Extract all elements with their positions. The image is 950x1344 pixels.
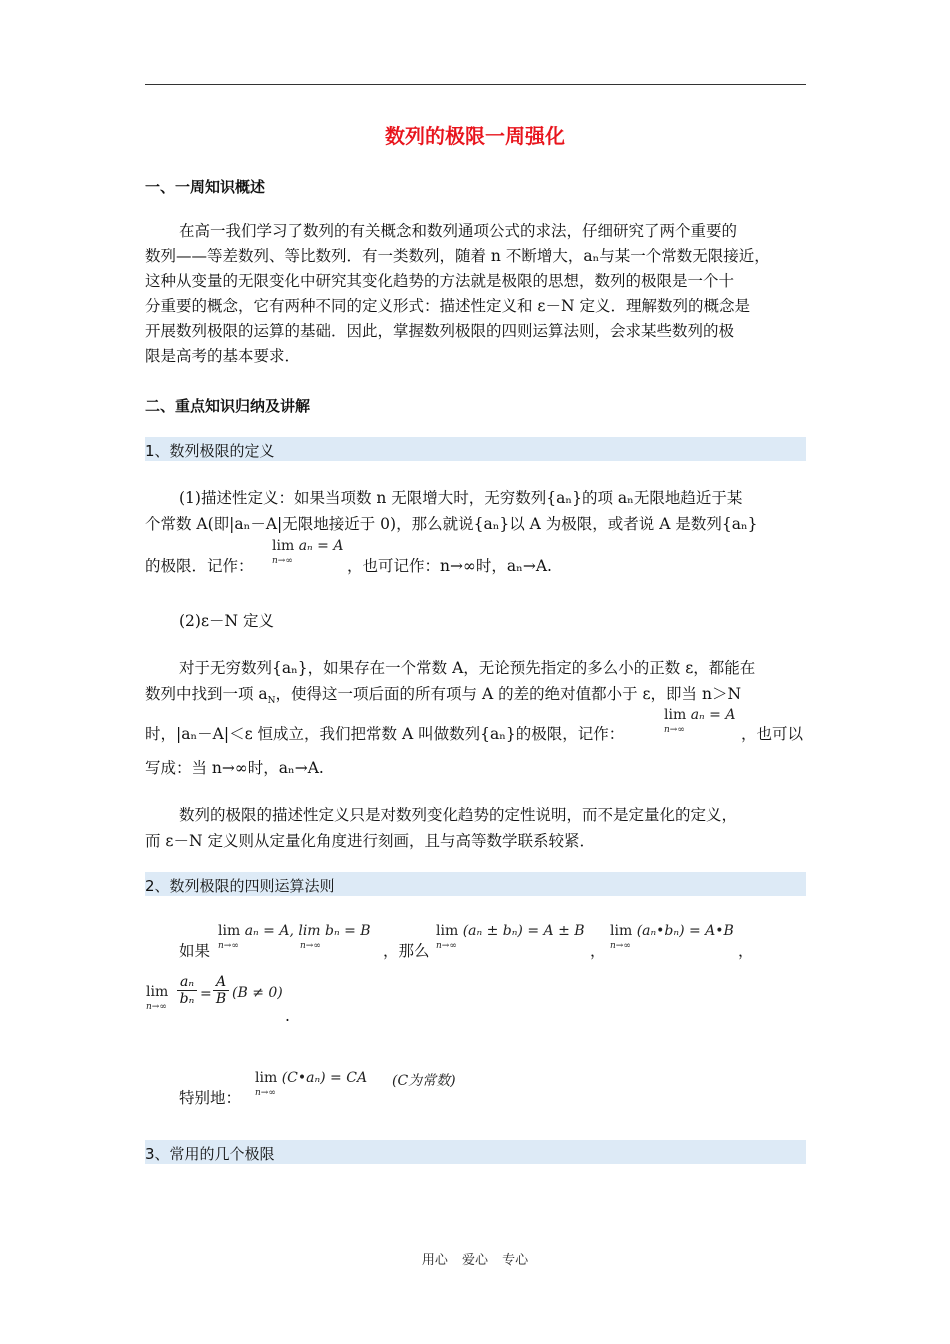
overview-line-5: 开展数列极限的运算的基础．因此，掌握数列极限的四则运算法则，会求某些数列的极	[145, 322, 735, 340]
subsection-band-definition	[145, 437, 806, 461]
formula-if-limits: lim aₙ = A, lim bₙ = B n→∞ n→∞	[218, 923, 371, 951]
def1-line-1: (1)描述性定义：如果当项数 n 无限增大时，无穷数列{aₙ}的项 aₙ无限地趋近于某	[179, 489, 743, 507]
fraction-A-B: $\frac{A}{B}$	[213, 974, 229, 1007]
page-footer: 用心 爱心 专心	[421, 1253, 529, 1268]
rules-comma-1: ，	[590, 942, 606, 960]
page-title: 数列的极限一周强化	[385, 124, 565, 148]
note-line-1: 数列的极限的描述性定义只是对数列变化趋势的定性说明，而不是定量化的定义，	[179, 806, 738, 824]
overview-line-4: 分重要的概念，它有两种不同的定义形式：描述性定义和 ε－N 定义．理解数列的概念是	[145, 297, 750, 315]
rules-period: .	[285, 1007, 290, 1025]
def1-line-3b: ，也可记作：n→∞时，aₙ→A.	[347, 557, 552, 575]
def2-line-3a: 时，|aₙ－A|＜ε 恒成立，我们把常数 A 叫做数列{aₙ}的极限，记作：	[145, 725, 625, 743]
formula-quotient-lim: lim n→∞	[146, 984, 169, 1012]
def2-line-3b: ，也可以	[741, 725, 804, 743]
def2-label: (2)ε－N 定义	[179, 612, 274, 630]
subsection-band-common-limits	[145, 1140, 806, 1164]
note-line-2: 而 ε－N 定义则从定量化角度进行刻画，且与高等数学联系较紧．	[145, 832, 595, 850]
subsection-title-rules: 2、数列极限的四则运算法则	[145, 877, 335, 895]
subsection-title-definition: 1、数列极限的定义	[145, 442, 275, 460]
special-label: 特别地：	[179, 1089, 242, 1107]
overview-line-6: 限是高考的基本要求．	[145, 347, 301, 365]
quotient-condition: (B ≠ 0)	[232, 985, 283, 1001]
formula-sum-rule: lim (aₙ ± bₙ) = A ± B n→∞	[436, 923, 585, 951]
formula-limit-def2: lim aₙ = A n→∞	[664, 707, 736, 735]
section-heading-overview: 一、一周知识概述	[145, 178, 266, 196]
overview-line-3: 这种从变量的无限变化中研究其变化趋势的方法就是极限的思想，数列的极限是一个十	[145, 272, 735, 290]
formula-product-rule: lim (aₙ•bₙ) = A•B n→∞	[610, 923, 734, 951]
header-rule	[145, 84, 806, 85]
subsection-title-common-limits: 3、常用的几个极限	[145, 1145, 275, 1163]
section-heading-key-points: 二、重点知识归纳及讲解	[145, 397, 311, 415]
def1-line-2: 个常数 A(即|aₙ－A|无限地接近于 0)，那么就说{aₙ}以 A 为极限，或者说 A 是数列{aₙ}	[145, 515, 758, 533]
overview-line-2: 数列——等差数列、等比数列．有一类数列，随着 n 不断增大，aₙ与某一个常数无限接近，	[145, 247, 770, 265]
def2-line-1: 对于无穷数列{aₙ}，如果存在一个常数 A，无论预先指定的多么小的正数 ε，都能在	[179, 659, 756, 677]
rules-then: ，那么	[383, 942, 430, 960]
rules-comma-2: ，	[738, 942, 754, 960]
def2-line-4: 写成：当 n→∞时，aₙ→A.	[145, 759, 324, 777]
def1-line-3a: 的极限．记作：	[145, 557, 254, 575]
fraction-an-bn: $\frac{\text{aₙ}}{\text{bₙ}}$	[177, 974, 197, 1007]
overview-paragraph	[145, 219, 806, 369]
def2-line-2: 数列中找到一项 $a_N$，使得这一项后面的所有项与 A 的差的绝对值都小于 ε，即当 n＞N	[145, 685, 742, 707]
formula-constant-rule: lim (C•aₙ) = CA n→∞	[255, 1070, 368, 1098]
constant-note: (C为常数)	[392, 1073, 456, 1089]
rules-if: 如果	[179, 942, 211, 960]
equals-sign: =	[200, 986, 212, 1002]
overview-line-1: 在高一我们学习了数列的有关概念和数列通项公式的求法，仔细研究了两个重要的	[179, 222, 738, 240]
formula-limit-def1: lim aₙ = A n→∞	[272, 538, 344, 566]
subsection-band-rules	[145, 872, 806, 896]
